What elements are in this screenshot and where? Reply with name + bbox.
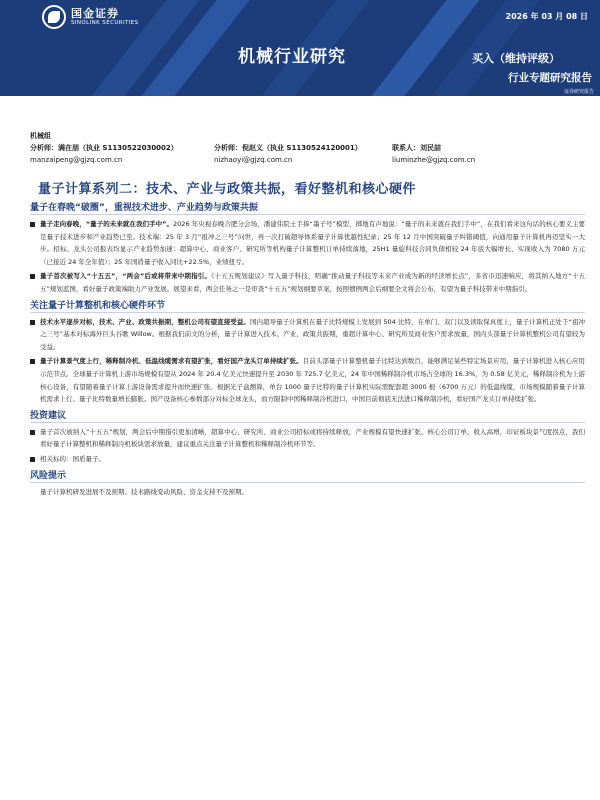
bullet-text: 2026 年央视春晚合肥分会场，潘建伟院士手捧“墨子号”模型，掷地有声地说：“量子的未来就在我们手中”，在我们看来这句话的核心要义主要是量子技术进步和产业趋势已至。技术端：25 年 3 月“祖冲之三号”问世，再一次打破超导体系量子计算优越性纪录；25 年 12 月中国突破量子纠错阈值，向通用量子计算机再迈坚实一大步。招标、龙头公司报表均显示产业趋势加速：超算中心、商业客户、研究所等机构量子计算整机订单持续落地，25H1 量旋科技合同负债相较 24 年底大幅增长、实现收入为 7080 万元（已接近 24 年全年值）；25 年国盾量子收入同比+22.5%，业绩扭亏。 [40, 220, 586, 266]
bullet-square-icon [30, 320, 35, 325]
analyst-1: 分析师：满在朋（执业 S1130522030002） [30, 144, 178, 152]
contact-email[interactable]: liuminzhe@gjzq.com.cn [392, 156, 476, 164]
bullet-lead: 量子计算景气度上行，稀释制冷机、低温线缆需求有望扩张，看好国产龙头订单持续扩张。 [40, 357, 303, 366]
department-label: 证券研究报告 [563, 89, 594, 95]
bullet-text: 相关标的：国盾量子。 [40, 454, 105, 463]
bullet-lead: 量子走向春晚，“量子的未来就在我们手中”。 [40, 220, 174, 228]
logo-icon [42, 5, 66, 29]
bullet-item [30, 316, 585, 354]
bullet-square-icon [30, 430, 35, 435]
bullet-lead: 技术水平逐步对标，技术、产业、政策共振期，整机公司有望直接受益。 [40, 317, 250, 326]
section-heading: 量子在春晚“破圈”，重视技术进步、产业趋势与政策共振 [30, 200, 585, 215]
analyst-2-email[interactable]: nizhaoyi@gjzq.com.cn [214, 156, 293, 164]
company-logo [42, 5, 139, 29]
header-banner [0, 0, 600, 96]
report-body [30, 200, 585, 498]
logo-name-cn: 国金证券 [71, 7, 119, 20]
analyst-2: 分析师：倪赵义（执业 S1130524120001） [214, 144, 362, 152]
main-title: 量子计算系列二：技术、产业与政策共振，看好整机和核心硬件 [38, 182, 417, 197]
bullet-text: 目前头部量子计算整机量子比特达到数百，能够满足某些特定场景应用，量子计算机进入核心应用示范节点。全球量子计算机上游市场规模有望从 2024 年 20.4 亿美元快速提升至 2030 年 725.7 亿美元，24 年中国稀释制冷机市场占全球的 16.3%，为 0.58 亿美元，稀释制冷机为上游核心设备，有望随着量子计算上游设备需求提升而快速扩张。根据光子盒测算，单台 1000 量子比特的量子计算机实际需配套超 3000 根（6700 万元）的低温线缆，市场规模随着量子计算机需求上行、量子比特数量增长膨胀。国产设备核心参数部分对标全球龙头，而方限制中国稀释制冷机进口，中国目前彻底无法进口稀释制冷机，看好国产龙头订单持续扩张。 [40, 357, 586, 404]
bullet-square-icon [30, 457, 35, 462]
bullet-item [30, 426, 585, 451]
bullet-item [30, 355, 585, 405]
report-title: 机械行业研究 [238, 47, 346, 67]
bullet-item [30, 453, 585, 466]
section-heading: 关注量子计算整机和核心硬件环节 [30, 298, 585, 313]
section-heading: 风险提示 [30, 468, 585, 483]
bullet-square-icon [30, 274, 35, 279]
bullet-text: 量子首次被纳入“十五五”规划，两会后中期指引更加清晰，超算中心、研究所、商业公司招标或将持续释放，产业规模有望快速扩张。核心公司订单、收入高增，印证板块景气度拐点，我们看好量子计算整机和稀释制冷机板块需求放量，建议重点关注量子计算整机和稀释制冷机环节等。 [40, 427, 585, 449]
report-date: 2026 年 03 月 08 日 [505, 12, 588, 21]
contact-person: 联系人：刘民喆 [392, 144, 441, 152]
section-heading: 投资建议 [30, 408, 585, 423]
bullet-text: 国内超导量子计算机在量子比特规模上发展到 504 比特，在单门、双门以及读取保真度上，量子计算机正处于“祖冲之三号”基本对标海外巨头谷歌 Willow。根据我们前文的分析，量子计算进入技术、产业、政策共振期，重超计算中心、研究所及商业客户需求放量，国内头部量子计算机整机公司有望较为受益。 [40, 317, 586, 351]
bullet-square-icon [30, 222, 35, 227]
rating-badge: 买入（维持评级） [472, 52, 560, 65]
report-type: 行业专题研究报告 [508, 72, 592, 84]
bullet-item [30, 270, 585, 295]
team-label: 机械组 [30, 132, 51, 140]
bullet-lead: 量子首次被写入“十五五”，“两会”后或将带来中期指引。 [40, 272, 212, 281]
bullet-text: 《十五五规划建议》写入量子科技，明确“推动量子科技等未来产业成为新的经济增长点”，多省市迅速响应，将其纳入地方“十五五”规划蓝图，看好量子政策端助力产业发展。展望来看，两会任务之一是审查“十五五”规划纲要草案，按照惯例两会后纲要全文将会公布，有望为量子科技带来中期指引。 [40, 272, 585, 293]
bullet-item [30, 218, 585, 268]
logo-name-en: SINOLINK SECURITIES [71, 20, 139, 26]
bullet-square-icon [30, 359, 35, 364]
risk-text: 量子计算机研发进展不及预期、技术路线变动风险、资金支持不及预期。 [40, 487, 248, 496]
analyst-1-email[interactable]: manzaipeng@gjzq.com.cn [30, 156, 123, 164]
